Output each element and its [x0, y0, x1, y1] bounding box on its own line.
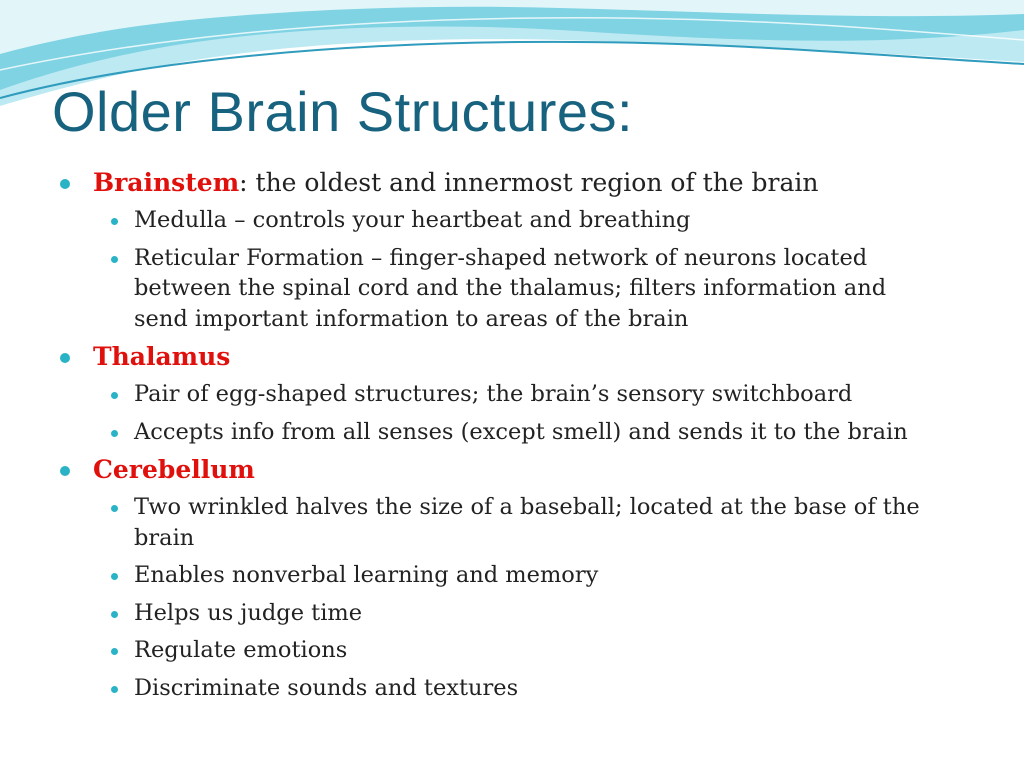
bullet-icon [111, 573, 118, 580]
list-item [134, 632, 980, 670]
bullet-icon [111, 686, 118, 693]
section-thalamus [60, 338, 980, 376]
item-line: Enables nonverbal learning and memory [134, 562, 599, 588]
section-brainstem [60, 164, 980, 202]
term-label: Brainstem [93, 168, 240, 197]
list-item [134, 240, 980, 339]
bullet-list [60, 164, 980, 707]
bullet-icon [111, 218, 118, 225]
bullet-icon [111, 392, 118, 399]
item-line: Helps us judge time [134, 599, 363, 626]
item-line: between the spinal cord and the thalamus; filters information and [134, 275, 887, 301]
item-line: Medulla – controls your heartbeat and breathing [134, 207, 691, 233]
bullet-icon [111, 505, 118, 512]
list-item [134, 202, 980, 240]
item-line: brain [134, 524, 195, 551]
term-description: : the oldest and innermost region of the brain [239, 168, 819, 197]
bullet-icon [60, 353, 70, 363]
item-line: Reticular Formation – finger-shaped network of neurons located [134, 244, 868, 271]
brainstem-sublist [60, 202, 980, 338]
bullet-icon [60, 179, 70, 189]
list-item [134, 376, 980, 414]
item-line: send important information to areas of the brain [134, 305, 689, 332]
bullet-icon [60, 466, 70, 476]
list-item [134, 557, 980, 595]
list-item [134, 414, 980, 452]
bullet-icon [111, 256, 118, 263]
thalamus-sublist [60, 376, 980, 451]
slide-title: Older Brain Structures: [52, 80, 634, 143]
item-line: Accepts info from all senses (except smell) and sends it to the brain [134, 418, 908, 445]
bullet-icon [111, 611, 118, 618]
list-item [134, 595, 980, 633]
bullet-icon [111, 648, 118, 655]
bullet-icon [111, 430, 118, 437]
item-line: Regulate emotions [134, 637, 348, 663]
item-line: Two wrinkled halves the size of a baseball; located at the base of the [134, 494, 920, 520]
cerebellum-sublist [60, 489, 980, 707]
item-line: Pair of egg-shaped structures; the brain’s sensory switchboard [134, 381, 853, 407]
list-item [134, 670, 980, 708]
item-line: Discriminate sounds and textures [134, 674, 519, 701]
term-label: Thalamus [93, 342, 231, 371]
term-label: Cerebellum [93, 455, 255, 484]
section-cerebellum [60, 451, 980, 489]
list-item [134, 489, 980, 557]
